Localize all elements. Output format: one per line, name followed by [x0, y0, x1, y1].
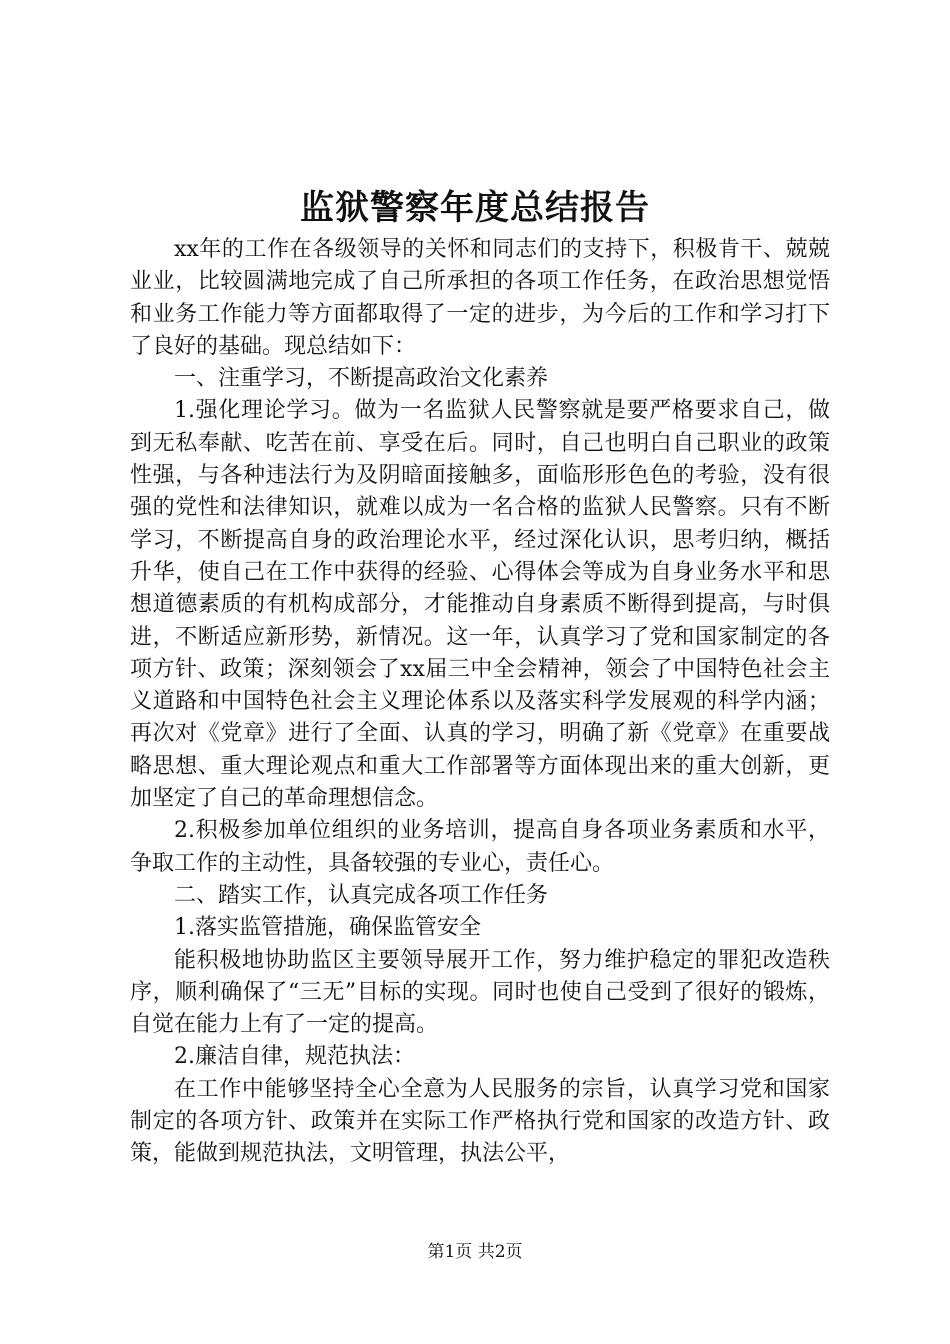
section-2-item-2-text: 在工作中能够坚持全心全意为人民服务的宗旨，认真学习党和国家制定的各项方针、政策并在实际工作严格执行党和国家的改造方针、政策，能做到规范执法，文明管理，执法公平，	[130, 1076, 830, 1167]
intro-paragraph: xx年的工作在各级领导的关怀和同志们的支持下，积极肯干、兢兢业业，比较圆满地完成了自己所承担的各项工作任务，在政治思想觉悟和业务工作能力等方面都取得了一定的进步，为今后的工作和学习打下了良好的基础。现总结如下：	[130, 237, 830, 359]
section-1-item-2: 2.积极参加单位组织的业务培训，提高自身各项业务素质和水平，争取工作的主动性，具备较强的专业心，责任心。	[130, 818, 830, 876]
section-2-subheading-1: 1.落实监管措施，确保监管安全	[174, 915, 481, 941]
section-1-item-1: 1.强化理论学习。做为一名监狱人民警察就是要严格要求自己，做到无私奉献、吃苦在前、享受在后。同时，自己也明白自己职业的政策性强，与各种违法行为及阴暗面接触多，面临形形色色的考验，没有很强的党性和法律知识，就难以成为一名合格的监狱人民警察。只有不断学习，不断提高自身的政治理论水平，经过深化认识，思考归纳，概括升华，使自己在工作中获得的经验、心得体会等成为自身业务水平和思想道德素质的有机构成部分，才能推动自身素质不断得到提高，与时俱进，不断适应新形势，新情况。这一年，认真学习了党和国家制定的各项方针、政策；深刻领会了xx届三中全会精神，领会了中国特色社会主义道路和中国特色社会主义理论体系以及落实科学发展观的科学内涵；再次对《党章》进行了全面、认真的学习，明确了新《党章》在重要战略思想、重大理论观点和重大工作部署等方面体现出来的重大创新，更加坚定了自己的革命理想信念。	[130, 398, 830, 812]
section-2-item-1-text: 能积极地协助监区主要领导展开工作，努力维护稳定的罪犯改造秩序，顺利确保了“三无”目标的实现。同时也使自己受到了很好的锻炼，自觉在能力上有了一定的提高。	[130, 947, 830, 1038]
section-heading-2: 二、踏实工作，认真完成各项工作任务	[174, 882, 549, 908]
page-footer: 第1页 共2页	[427, 1242, 523, 1262]
document-title: 监狱警察年度总结报告	[300, 188, 650, 228]
section-heading-1: 一、注重学习，不断提高政治文化素养	[174, 366, 549, 392]
document-body	[130, 234, 830, 1171]
section-2-subheading-2: 2.廉洁自律，规范执法：	[174, 1044, 415, 1070]
